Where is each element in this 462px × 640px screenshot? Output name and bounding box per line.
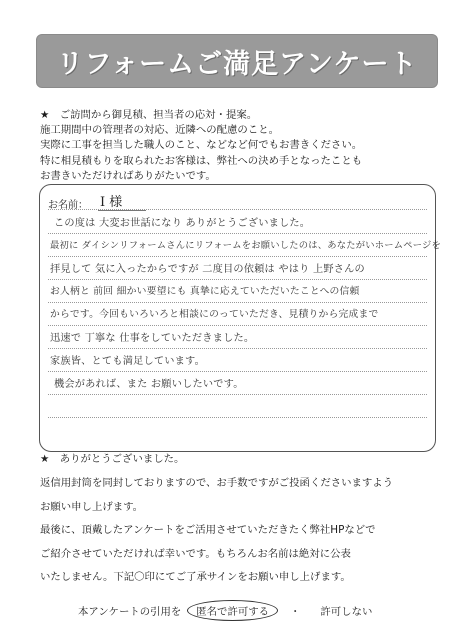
page-title: リフォームご満足アンケート [56,48,418,80]
closing-line: ご紹介させていただければ幸いです。もちろんお名前は絶対に公表 [40,547,351,560]
consent-row [78,600,386,621]
handwritten-line: 迅速で 丁寧な 仕事をしていただきました。 [50,333,255,344]
title-banner [36,34,438,88]
handwritten-line: 拝見して 気に入ったからですが 二度目の依頼は やはり 上野さんの [50,264,365,275]
rule-line [48,371,427,372]
handwritten-line: この度は 大変お世話になり ありがとうございました。 [54,218,311,229]
comment-box [39,184,441,452]
rule-line [48,279,427,280]
name-value: I 様 [98,191,146,211]
handwritten-line: 最初に ダイシンリフォームさんにリフォームをお願いしたのは、あなたがいホームページを [50,240,441,251]
rule-line [48,348,427,349]
name-row [48,191,146,211]
handwritten-line: 機会があれば、また お願いしたいです。 [54,379,244,390]
rule-line [48,417,427,418]
intro-line: 実際に工事を担当した職人のこと、などなど何でもお書きください。 [40,139,363,152]
intro-line: 施工期間中の管理者の対応、近隣への配慮のこと。 [40,124,279,137]
consent-option-deny[interactable]: 許可しない [320,606,373,618]
handwritten-line: お人柄と 前回 細かい要望にも 真摯に応えていただいたことへの信頼 [50,286,360,297]
rule-line [48,256,427,257]
intro-line: お書きいただければありがたいです。 [40,169,216,182]
rule-line [48,394,427,395]
closing-text [40,474,440,592]
thanks-text: ★ ありがとうございました。 [40,453,185,465]
rule-line [48,325,427,326]
rule-line [48,302,427,303]
handwritten-line: 家族皆、とても満足しています。 [50,356,205,367]
closing-line: いたしません。下記〇印にてご了承サインをお願い申し上げます。 [40,571,351,583]
intro-line: ★ ご訪問から御見積、担当者の応対・提案。 [40,109,258,121]
consent-prefix: 本アンケートの引用を [78,606,182,618]
closing-line: お願い申し上げます。 [40,500,144,513]
closing-line: 返信用封筒を同封しておりますので、お手数ですがご投函くださいますよう [40,477,394,489]
name-label: お名前： [48,200,88,211]
closing-line: 最後に、頂戴したアンケートをご活用させていただきたく弊社HPなどで [40,524,376,536]
intro-text [40,108,435,184]
intro-line: 特に相見積もりを取られたお客様は、弊社への決め手となったことも [40,154,363,167]
consent-separator: ・ [290,606,301,618]
handwritten-line: からです。今回もいろいろと相談にのっていただき、見積りから完成まで [50,309,379,320]
consent-option-anonymous[interactable]: 匿名で許可する [187,600,278,621]
rule-line [48,233,427,234]
